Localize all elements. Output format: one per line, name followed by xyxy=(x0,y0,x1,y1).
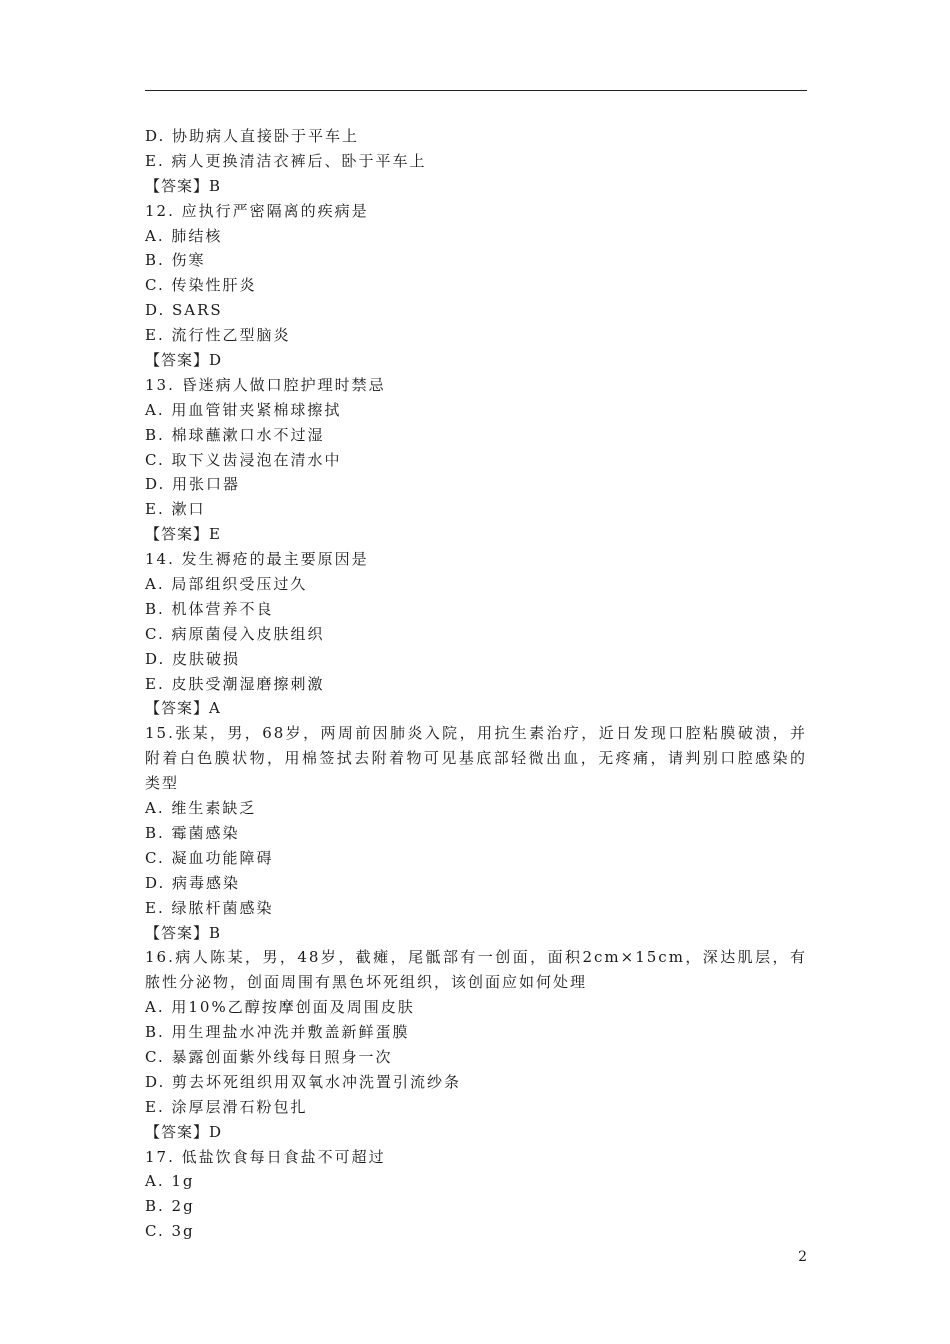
answer-line: 【答案】B xyxy=(145,176,222,195)
answer-line: 【答案】E xyxy=(145,525,221,544)
option-e: E. 漱口 xyxy=(145,500,206,519)
option-e: E. 流行性乙型脑炎 xyxy=(145,326,291,345)
option-d: D. 用张口器 xyxy=(145,475,241,494)
question-stem: 17. 低盐饮食每日食盐不可超过 xyxy=(145,1147,386,1166)
option-e: E. 涂厚层滑石粉包扎 xyxy=(145,1097,308,1116)
option-c: C. 暴露创面紫外线每日照身一次 xyxy=(145,1048,393,1067)
option-a: A. 用10%乙醇按摩创面及周围皮肤 xyxy=(145,998,415,1017)
option-a: A. 维生素缺乏 xyxy=(145,799,257,818)
option-b: B. 伤寒 xyxy=(145,251,206,270)
document-body xyxy=(145,124,807,1244)
option-d: D. SARS xyxy=(145,301,223,320)
header-rule xyxy=(145,90,807,91)
option-a: A. 局部组织受压过久 xyxy=(145,575,308,594)
question-stem: 16.病人陈某，男，48岁，截瘫，尾骶部有一创面，面积2cm×15cm，深达肌层，有脓性分泌物，创面周围有黑色坏死组织，该创面应如何处理 xyxy=(145,948,807,992)
option-d: D. 协助病人直接卧于平车上 xyxy=(145,127,360,145)
option-c: C. 病原菌侵入皮肤组织 xyxy=(145,624,325,643)
option-c: C. 凝血功能障碍 xyxy=(145,848,274,867)
page-number: 2 xyxy=(798,1249,807,1265)
answer-line: 【答案】D xyxy=(145,1122,223,1141)
answer-line: 【答案】A xyxy=(145,699,221,718)
answer-line: 【答案】B xyxy=(145,923,222,942)
question-stem: 12. 应执行严密隔离的疾病是 xyxy=(145,201,369,220)
option-b: B. 棉球蘸漱口水不过湿 xyxy=(145,425,325,444)
option-d: D. 剪去坏死组织用双氧水冲洗置引流纱条 xyxy=(145,1072,462,1091)
option-c: C. 传染性肝炎 xyxy=(145,276,257,295)
option-e: E. 绿脓杆菌感染 xyxy=(145,898,274,917)
option-a: A. 用血管钳夹紧棉球擦拭 xyxy=(145,400,342,419)
option-e: E. 皮肤受潮湿磨擦刺激 xyxy=(145,674,325,693)
option-c: C. 3g xyxy=(145,1222,195,1241)
option-b: B. 霉菌感染 xyxy=(145,823,240,842)
option-d: D. 皮肤破损 xyxy=(145,649,241,668)
option-e: E. 病人更换清洁衣裤后、卧于平车上 xyxy=(145,151,427,170)
question-stem: 13. 昏迷病人做口腔护理时禁忌 xyxy=(145,375,386,394)
option-a: A. 1g xyxy=(145,1172,195,1191)
answer-line: 【答案】D xyxy=(145,351,223,370)
option-d: D. 病毒感染 xyxy=(145,873,241,892)
option-a: A. 肺结核 xyxy=(145,226,223,245)
question-stem: 14. 发生褥疮的最主要原因是 xyxy=(145,550,369,569)
option-b: B. 用生理盐水冲洗并敷盖新鲜蛋膜 xyxy=(145,1023,410,1042)
option-b: B. 2g xyxy=(145,1197,195,1216)
option-b: B. 机体营养不良 xyxy=(145,599,274,618)
question-stem: 15.张某，男，68岁，两周前因肺炎入院，用抗生素治疗，近日发现口腔粘膜破溃，并附着白色膜状物，用棉签拭去附着物可见基底部轻微出血，无疼痛，请判别口腔感染的类型 xyxy=(145,724,807,793)
option-c: C. 取下义齿浸泡在清水中 xyxy=(145,450,342,469)
